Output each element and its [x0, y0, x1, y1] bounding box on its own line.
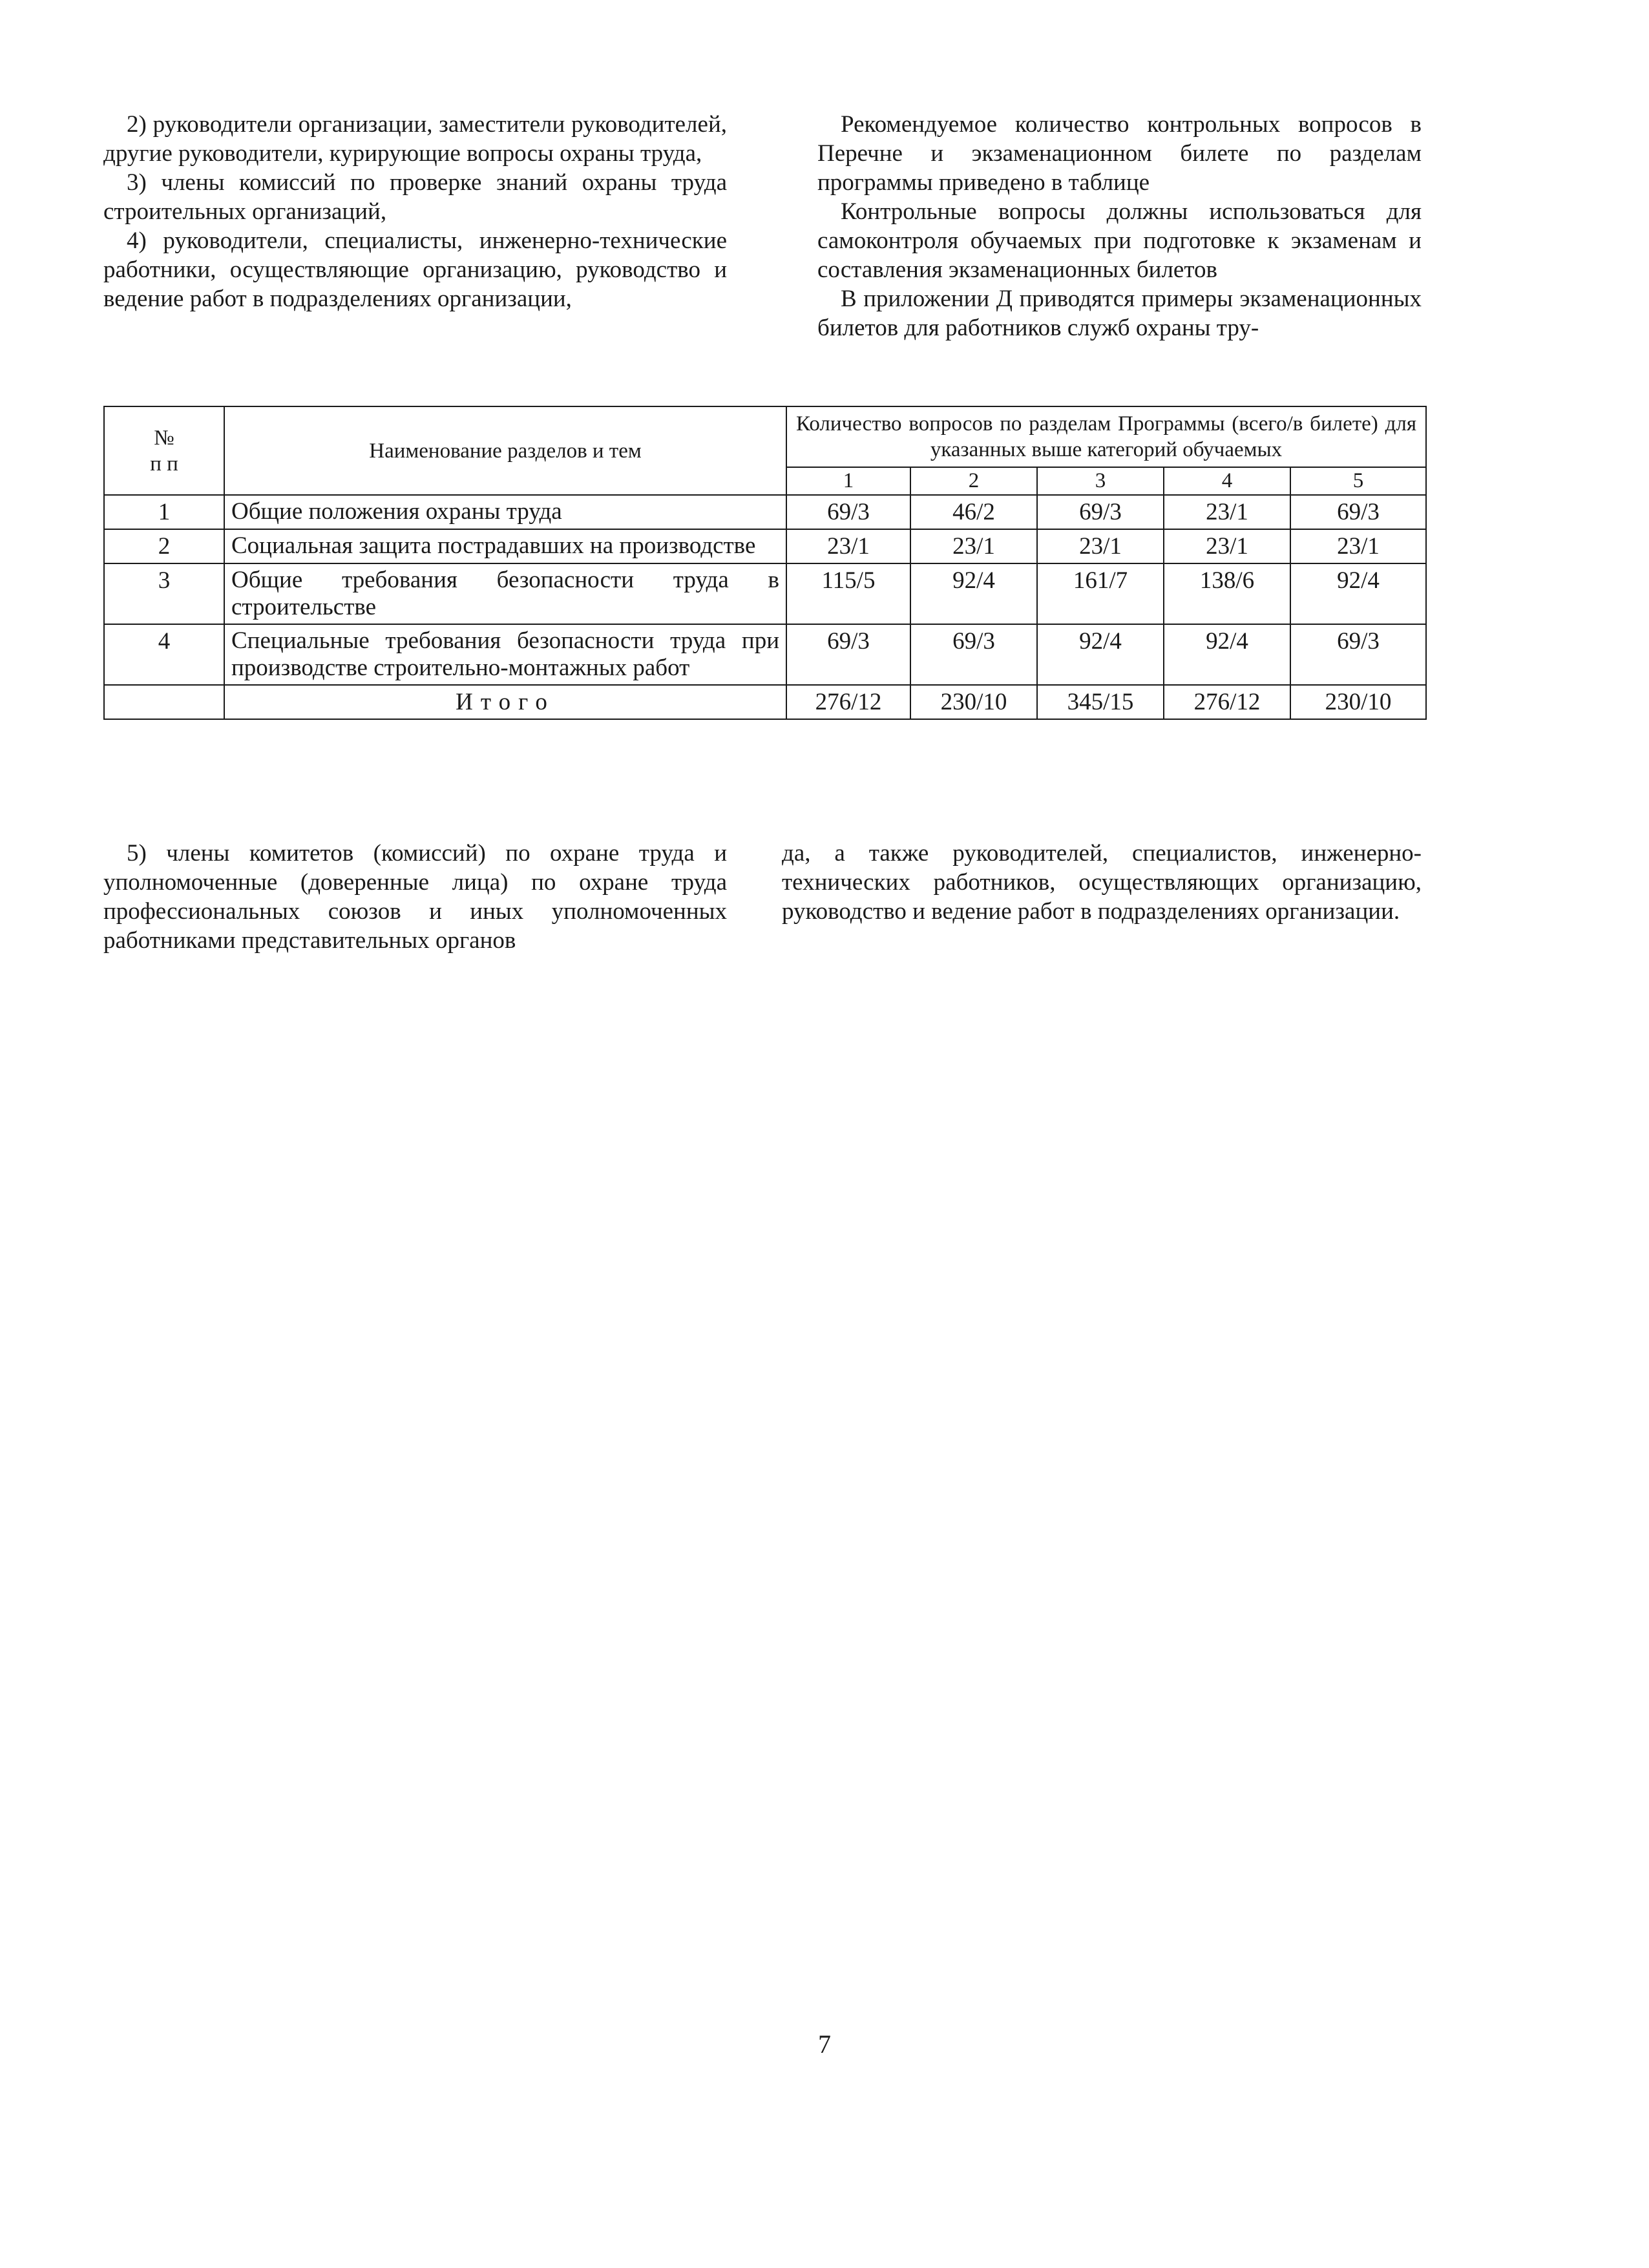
- subheader-category: 1: [786, 467, 910, 495]
- row-number: 4: [104, 624, 224, 685]
- table-row: [104, 563, 1426, 624]
- row-number: 1: [104, 495, 224, 529]
- subheader-category: 2: [910, 467, 1037, 495]
- header-section-name: Наименование разделов и тем: [224, 406, 786, 495]
- row-value: 69/3: [910, 624, 1037, 685]
- row-value: 69/3: [786, 624, 910, 685]
- table-row: [104, 495, 1426, 529]
- table-header-row: [104, 406, 1426, 467]
- bottom-left-column: [103, 839, 727, 955]
- row-section-name: Социальная защита пострадавших на производстве: [224, 529, 786, 563]
- total-value: 276/12: [786, 685, 910, 719]
- top-right-column: [817, 110, 1422, 342]
- paragraph-item-4: 4) руководители, специалисты, инженерно-технические работники, осуществляющие организацию, руководство и ведение работ в подразделениях организации,: [103, 227, 727, 312]
- paragraph-continuation: да, а также руководителей, специалистов, инженерно-технических работников, осуществляющих организацию, руководство и ведение работ в подразделениях организации.: [782, 840, 1422, 925]
- subheader-category: 5: [1290, 467, 1426, 495]
- row-value: 23/1: [1164, 529, 1290, 563]
- row-value: 69/3: [1290, 495, 1426, 529]
- paragraph-item-5: 5) члены комитетов (комиссий) по охране труда и уполномоченные (доверенные лица) по охране труда профессиональных союзов и иных уполномоченных работниками представительных органов: [103, 840, 727, 954]
- total-empty-cell: [104, 685, 224, 719]
- top-left-column: [103, 110, 727, 313]
- row-section-name: Общие требования безопасности труда в строительстве: [224, 563, 786, 624]
- paragraph-item-3: 3) члены комиссий по проверке знаний охраны труда строительных организаций,: [103, 169, 727, 225]
- paragraph-control-questions: Контрольные вопросы должны использоваться для самоконтроля обучаемых при подготовке к экзаменам и составления экзаменационных билетов: [817, 198, 1422, 283]
- row-value: 92/4: [1164, 624, 1290, 685]
- table-row: [104, 529, 1426, 563]
- header-question-count: Количество вопросов по разделам Программы (всего/в билете) для указанных выше категорий обучаемых: [786, 406, 1426, 467]
- total-label: Итого: [224, 685, 786, 719]
- table-total-row: [104, 685, 1426, 719]
- row-value: 23/1: [1290, 529, 1426, 563]
- total-value: 230/10: [1290, 685, 1426, 719]
- row-section-name: Специальные требования безопасности труда при производстве строительно-монтажных работ: [224, 624, 786, 685]
- paragraph-recommended-count: Рекомендуемое количество контрольных вопросов в Перечне и экзаменационном билете по разделам программы приведено в таблице: [817, 111, 1422, 196]
- row-value: 69/3: [1290, 624, 1426, 685]
- row-value: 92/4: [1037, 624, 1164, 685]
- subheader-category: 4: [1164, 467, 1290, 495]
- row-value: 92/4: [910, 563, 1037, 624]
- row-value: 69/3: [1037, 495, 1164, 529]
- row-value: 23/1: [1037, 529, 1164, 563]
- paragraph-appendix-d: В приложении Д приводятся примеры экзаменационных билетов для работников служб охраны тру-: [817, 286, 1422, 341]
- row-value: 92/4: [1290, 563, 1426, 624]
- row-value: 69/3: [786, 495, 910, 529]
- bottom-right-column: [782, 839, 1422, 926]
- sections-table: [103, 406, 1427, 720]
- row-value: 115/5: [786, 563, 910, 624]
- total-value: 230/10: [910, 685, 1037, 719]
- row-section-name: Общие положения охраны труда: [224, 495, 786, 529]
- total-value: 345/15: [1037, 685, 1164, 719]
- row-number: 3: [104, 563, 224, 624]
- row-value: 161/7: [1037, 563, 1164, 624]
- total-value: 276/12: [1164, 685, 1290, 719]
- header-number: № п п: [104, 406, 224, 495]
- paragraph-item-2: 2) руководители организации, заместители руководителей, другие руководители, курирующие вопросы охраны труда,: [103, 111, 727, 167]
- row-value: 23/1: [910, 529, 1037, 563]
- row-value: 138/6: [1164, 563, 1290, 624]
- row-number: 2: [104, 529, 224, 563]
- row-value: 23/1: [786, 529, 910, 563]
- table-row: [104, 624, 1426, 685]
- row-value: 23/1: [1164, 495, 1290, 529]
- row-value: 46/2: [910, 495, 1037, 529]
- page-number: 7: [818, 2030, 831, 2059]
- subheader-category: 3: [1037, 467, 1164, 495]
